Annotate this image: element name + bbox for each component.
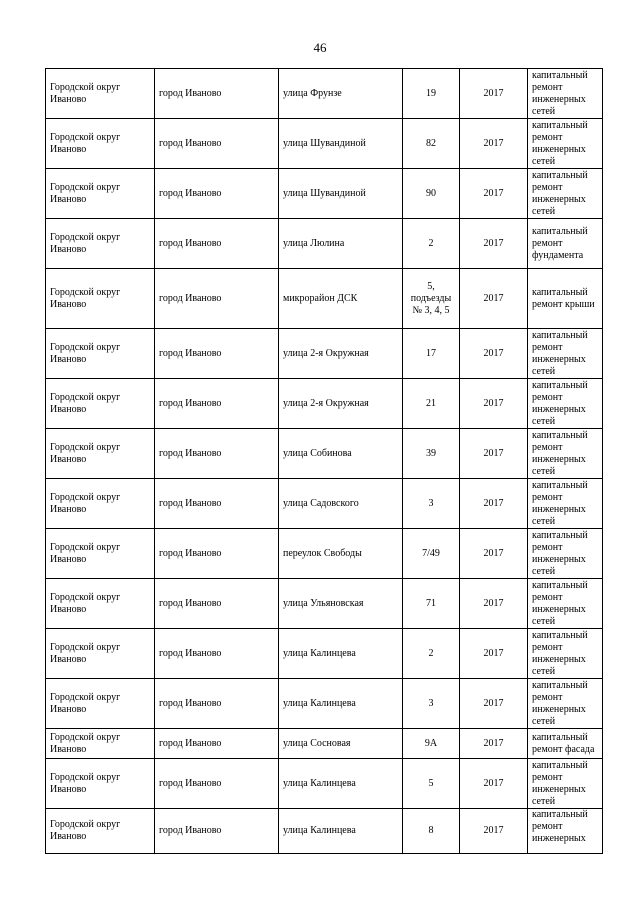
district-cell: Городской округ Иваново xyxy=(46,529,155,579)
year-cell: 2017 xyxy=(460,529,528,579)
year-cell: 2017 xyxy=(460,69,528,119)
table-row xyxy=(46,579,603,629)
table-body xyxy=(46,69,603,854)
district-cell: Городской округ Иваново xyxy=(46,579,155,629)
house-number-cell: 2 xyxy=(403,629,460,679)
year-cell: 2017 xyxy=(460,759,528,809)
housing-repair-table xyxy=(45,68,603,854)
house-number-cell: 82 xyxy=(403,119,460,169)
work-type-cell: капитальный ремонт инженерных сетей xyxy=(528,379,603,429)
table-row xyxy=(46,759,603,809)
street-cell: микрорайон ДСК xyxy=(279,269,403,329)
year-cell: 2017 xyxy=(460,809,528,854)
work-type-cell: капитальный ремонт фасада xyxy=(528,729,603,759)
district-cell: Городской округ Иваново xyxy=(46,759,155,809)
work-type-cell: капитальный ремонт инженерных xyxy=(528,809,603,854)
city-cell: город Иваново xyxy=(155,679,279,729)
district-cell: Городской округ Иваново xyxy=(46,269,155,329)
city-cell: город Иваново xyxy=(155,379,279,429)
street-cell: улица Калинцева xyxy=(279,679,403,729)
year-cell: 2017 xyxy=(460,579,528,629)
table-row xyxy=(46,529,603,579)
district-cell: Городской округ Иваново xyxy=(46,809,155,854)
city-cell: город Иваново xyxy=(155,479,279,529)
city-cell: город Иваново xyxy=(155,169,279,219)
district-cell: Городской округ Иваново xyxy=(46,429,155,479)
city-cell: город Иваново xyxy=(155,329,279,379)
year-cell: 2017 xyxy=(460,169,528,219)
street-cell: улица Садовского xyxy=(279,479,403,529)
house-number-cell: 7/49 xyxy=(403,529,460,579)
street-cell: переулок Свободы xyxy=(279,529,403,579)
city-cell: город Иваново xyxy=(155,219,279,269)
work-type-cell: капитальный ремонт инженерных сетей xyxy=(528,429,603,479)
house-number-cell: 39 xyxy=(403,429,460,479)
district-cell: Городской округ Иваново xyxy=(46,479,155,529)
table-row xyxy=(46,629,603,679)
table-row xyxy=(46,329,603,379)
house-number-cell: 2 xyxy=(403,219,460,269)
city-cell: город Иваново xyxy=(155,429,279,479)
year-cell: 2017 xyxy=(460,219,528,269)
house-number-cell: 9А xyxy=(403,729,460,759)
street-cell: улица Калинцева xyxy=(279,759,403,809)
work-type-cell: капитальный ремонт инженерных сетей xyxy=(528,119,603,169)
year-cell: 2017 xyxy=(460,679,528,729)
work-type-cell: капитальный ремонт инженерных сетей xyxy=(528,329,603,379)
work-type-cell: капитальный ремонт инженерных сетей xyxy=(528,679,603,729)
district-cell: Городской округ Иваново xyxy=(46,119,155,169)
table-row xyxy=(46,679,603,729)
street-cell: улица Люлина xyxy=(279,219,403,269)
year-cell: 2017 xyxy=(460,479,528,529)
district-cell: Городской округ Иваново xyxy=(46,379,155,429)
street-cell: улица Сосновая xyxy=(279,729,403,759)
city-cell: город Иваново xyxy=(155,729,279,759)
district-cell: Городской округ Иваново xyxy=(46,629,155,679)
house-number-cell: 3 xyxy=(403,679,460,729)
year-cell: 2017 xyxy=(460,329,528,379)
city-cell: город Иваново xyxy=(155,759,279,809)
house-number-cell: 71 xyxy=(403,579,460,629)
street-cell: улица Ульяновская xyxy=(279,579,403,629)
house-number-cell: 19 xyxy=(403,69,460,119)
house-number-cell: 90 xyxy=(403,169,460,219)
house-number-cell: 3 xyxy=(403,479,460,529)
city-cell: город Иваново xyxy=(155,119,279,169)
city-cell: город Иваново xyxy=(155,69,279,119)
table-row xyxy=(46,69,603,119)
year-cell: 2017 xyxy=(460,629,528,679)
city-cell: город Иваново xyxy=(155,809,279,854)
district-cell: Городской округ Иваново xyxy=(46,169,155,219)
city-cell: город Иваново xyxy=(155,579,279,629)
year-cell: 2017 xyxy=(460,429,528,479)
district-cell: Городской округ Иваново xyxy=(46,729,155,759)
house-number-cell: 5 xyxy=(403,759,460,809)
work-type-cell: капитальный ремонт крыши xyxy=(528,269,603,329)
work-type-cell: капитальный ремонт инженерных сетей xyxy=(528,479,603,529)
table-row xyxy=(46,729,603,759)
year-cell: 2017 xyxy=(460,119,528,169)
table-row xyxy=(46,429,603,479)
street-cell: улица 2-я Окружная xyxy=(279,329,403,379)
year-cell: 2017 xyxy=(460,729,528,759)
street-cell: улица Шувандиной xyxy=(279,119,403,169)
district-cell: Городской округ Иваново xyxy=(46,69,155,119)
house-number-cell: 8 xyxy=(403,809,460,854)
street-cell: улица Шувандиной xyxy=(279,169,403,219)
district-cell: Городской округ Иваново xyxy=(46,329,155,379)
table-row xyxy=(46,379,603,429)
work-type-cell: капитальный ремонт инженерных сетей xyxy=(528,579,603,629)
table-row xyxy=(46,169,603,219)
table-row xyxy=(46,479,603,529)
page-number: 46 xyxy=(313,40,327,55)
street-cell: улица Калинцева xyxy=(279,809,403,854)
work-type-cell: капитальный ремонт фундамента xyxy=(528,219,603,269)
table-row xyxy=(46,119,603,169)
work-type-cell: капитальный ремонт инженерных сетей xyxy=(528,69,603,119)
work-type-cell: капитальный ремонт инженерных сетей xyxy=(528,629,603,679)
work-type-cell: капитальный ремонт инженерных сетей xyxy=(528,529,603,579)
city-cell: город Иваново xyxy=(155,269,279,329)
table-row xyxy=(46,809,603,854)
table-row xyxy=(46,269,603,329)
house-number-cell: 21 xyxy=(403,379,460,429)
house-number-cell: 5, подъезды № 3, 4, 5 xyxy=(403,269,460,329)
street-cell: улица Фрунзе xyxy=(279,69,403,119)
work-type-cell: капитальный ремонт инженерных сетей xyxy=(528,759,603,809)
street-cell: улица Калинцева xyxy=(279,629,403,679)
street-cell: улица Собинова xyxy=(279,429,403,479)
district-cell: Городской округ Иваново xyxy=(46,679,155,729)
street-cell: улица 2-я Окружная xyxy=(279,379,403,429)
year-cell: 2017 xyxy=(460,269,528,329)
house-number-cell: 17 xyxy=(403,329,460,379)
work-type-cell: капитальный ремонт инженерных сетей xyxy=(528,169,603,219)
year-cell: 2017 xyxy=(460,379,528,429)
table-row xyxy=(46,219,603,269)
city-cell: город Иваново xyxy=(155,629,279,679)
city-cell: город Иваново xyxy=(155,529,279,579)
district-cell: Городской округ Иваново xyxy=(46,219,155,269)
